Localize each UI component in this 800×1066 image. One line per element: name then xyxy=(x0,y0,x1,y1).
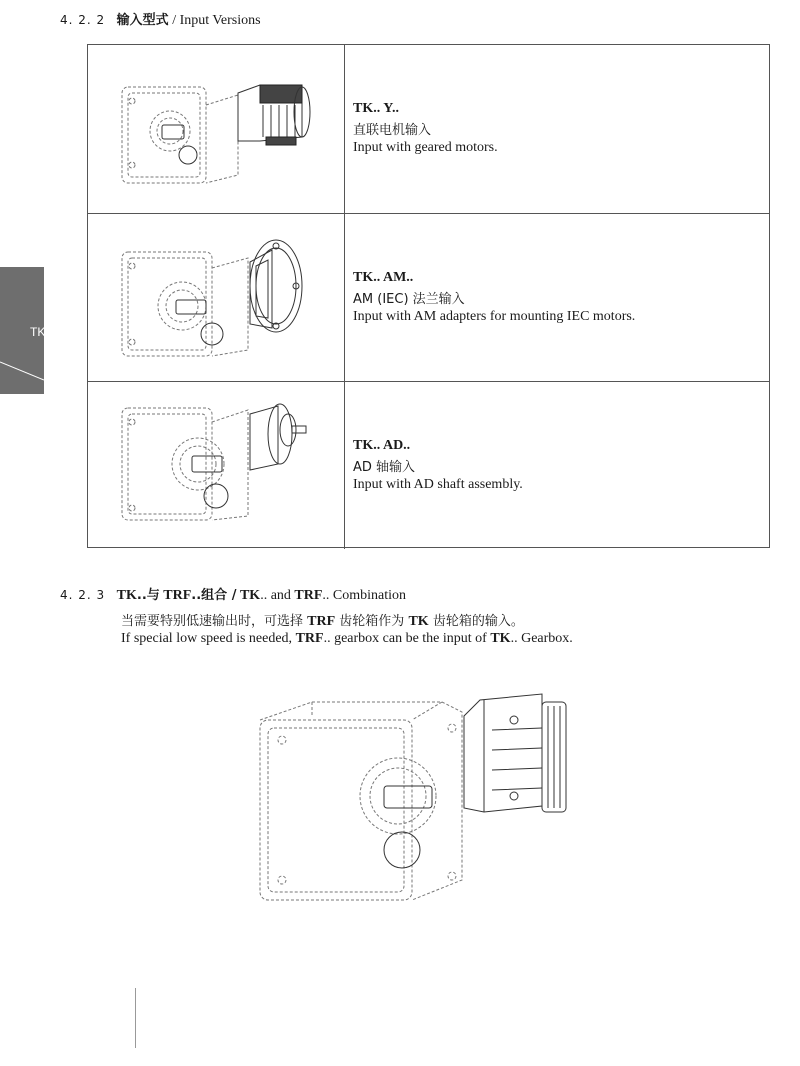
section-title-cn: 输入型式 xyxy=(116,13,169,28)
desc-part: If special low speed is needed, xyxy=(121,631,293,646)
version-text xyxy=(353,438,523,493)
ad-shaft-drawing xyxy=(88,382,344,550)
version-text xyxy=(353,101,498,156)
desc-tk: TK xyxy=(408,614,429,629)
desc-part: .. Gearbox. xyxy=(510,631,573,646)
section-4-2-2-heading xyxy=(60,9,261,29)
version-desc-en: Input with geared motors. xyxy=(353,140,498,155)
desc-part: 齿轮箱作为 xyxy=(339,614,405,629)
version-code: TK.. AM.. xyxy=(353,270,414,285)
input-versions-table xyxy=(87,44,770,548)
section-number: 4. 2. 2 xyxy=(60,13,106,27)
version-image-cell xyxy=(88,214,345,381)
tk-trf-combination-drawing xyxy=(252,680,582,910)
version-text xyxy=(353,270,635,325)
desc-trf: TRF xyxy=(307,614,336,629)
version-desc-en: Input with AD shaft assembly. xyxy=(353,477,523,492)
desc-tk: TK xyxy=(490,631,511,646)
heading-tk: TK xyxy=(239,588,261,603)
section-number: 4. 2. 3 xyxy=(60,588,106,602)
desc-part: .. gearbox can be the input of xyxy=(323,631,487,646)
version-row xyxy=(88,45,769,213)
heading-part: ..组合 / xyxy=(191,588,237,603)
heading-tk: TK xyxy=(116,588,137,603)
version-code: TK.. Y.. xyxy=(353,101,400,116)
heading-trf: TRF xyxy=(294,588,323,603)
combination-drawing xyxy=(252,680,582,915)
section-title-en: / Input Versions xyxy=(172,13,261,28)
heading-trf: TRF xyxy=(163,588,192,603)
version-desc-cn: AD 轴输入 xyxy=(353,460,416,475)
margin-rule xyxy=(135,988,136,1048)
combination-desc-en xyxy=(121,631,573,647)
version-code: TK.. AD.. xyxy=(353,438,411,453)
version-desc-cn: AM (IEC) 法兰输入 xyxy=(353,292,465,307)
desc-trf: TRF xyxy=(295,631,324,646)
heading-part: .. and xyxy=(260,588,291,603)
section-4-2-3-heading xyxy=(60,584,406,604)
version-row xyxy=(88,381,769,549)
heading-part: .. Combination xyxy=(322,588,407,603)
side-tab-label: TK xyxy=(30,325,46,339)
combination-desc-cn xyxy=(121,610,524,630)
heading-part: ..与 xyxy=(136,588,160,603)
version-row xyxy=(88,213,769,381)
version-image-cell xyxy=(88,45,345,213)
side-tab[interactable] xyxy=(0,267,44,394)
gearmotor-drawing xyxy=(88,45,344,213)
version-desc-cn: 直联电机输入 xyxy=(353,123,432,138)
desc-part: 齿轮箱的输入。 xyxy=(432,614,524,629)
version-image-cell xyxy=(88,382,345,549)
desc-part: 当需要特别低速输出时，可选择 xyxy=(121,614,304,629)
version-desc-en: Input with AM adapters for mounting IEC motors. xyxy=(353,309,636,324)
am-adapter-drawing xyxy=(88,214,344,382)
